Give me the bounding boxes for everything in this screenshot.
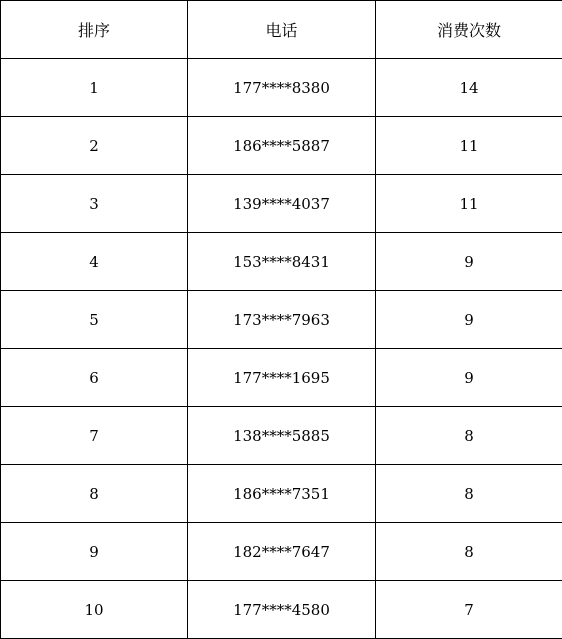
count-cell: 11 [376,175,562,233]
phone-cell: 177****4580 [188,581,376,639]
rank-cell: 5 [1,291,188,349]
rank-cell: 9 [1,523,188,581]
count-cell: 14 [376,59,562,117]
phone-cell: 182****7647 [188,523,376,581]
count-cell: 9 [376,349,562,407]
table-row [1,349,562,407]
phone-cell: 186****5887 [188,117,376,175]
count-cell: 9 [376,233,562,291]
phone-cell: 177****8380 [188,59,376,117]
count-cell: 9 [376,291,562,349]
count-cell: 11 [376,117,562,175]
rank-cell: 3 [1,175,188,233]
phone-cell: 153****8431 [188,233,376,291]
rank-cell: 1 [1,59,188,117]
phone-cell: 138****5885 [188,407,376,465]
count-cell: 8 [376,465,562,523]
rank-cell: 2 [1,117,188,175]
header-rank: 排序 [1,1,188,59]
header-phone: 电话 [188,1,376,59]
table-row [1,465,562,523]
table-row [1,175,562,233]
header-purchase-count: 消费次数 [376,1,562,59]
rank-cell: 6 [1,349,188,407]
rank-cell: 8 [1,465,188,523]
phone-cell: 139****4037 [188,175,376,233]
rank-cell: 10 [1,581,188,639]
table-row [1,407,562,465]
phone-cell: 173****7963 [188,291,376,349]
phone-cell: 186****7351 [188,465,376,523]
rank-cell: 7 [1,407,188,465]
header-row [1,1,562,59]
count-cell: 8 [376,407,562,465]
table-row [1,523,562,581]
table-row [1,233,562,291]
rank-cell: 4 [1,233,188,291]
table-row [1,581,562,639]
table-row [1,291,562,349]
table-row [1,59,562,117]
count-cell: 8 [376,523,562,581]
phone-cell: 177****1695 [188,349,376,407]
table-row [1,117,562,175]
count-cell: 7 [376,581,562,639]
